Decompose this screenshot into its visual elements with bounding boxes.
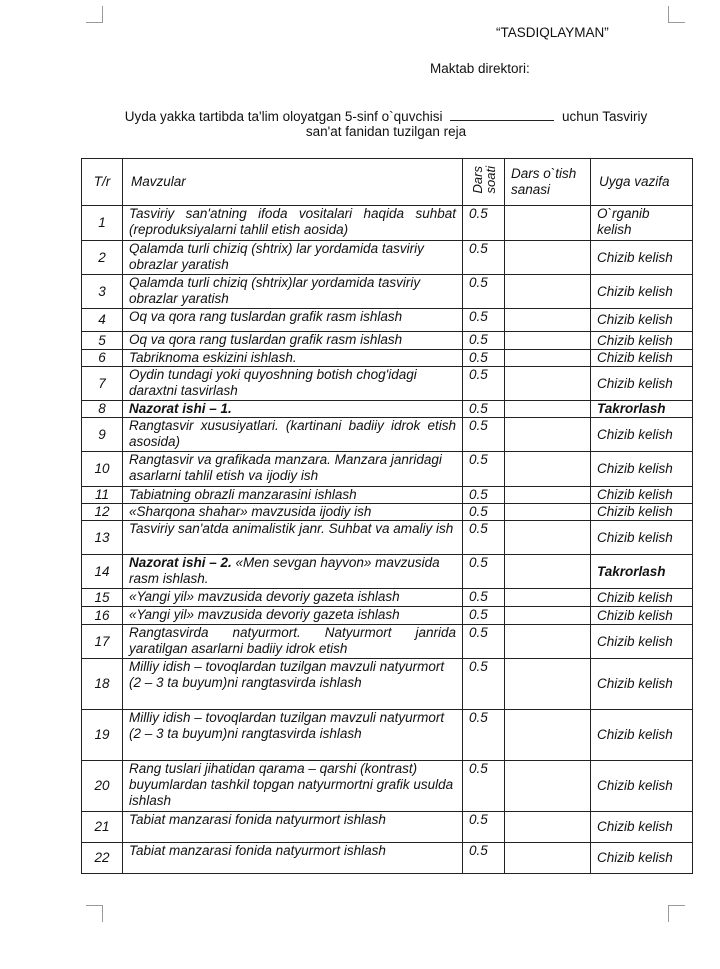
row-number: 22 (82, 843, 123, 874)
table-header-row (82, 159, 693, 206)
row-date-cell (505, 401, 591, 418)
row-topic: Qalamda turli chiziq (shtrix)lar yordamida tasviriy obrazlar yaratish (123, 275, 463, 309)
row-number: 14 (82, 555, 123, 589)
row-number: 13 (82, 521, 123, 555)
row-number: 11 (82, 487, 123, 504)
row-date-cell (505, 418, 591, 452)
row-topic (123, 555, 463, 589)
row-date-cell (505, 761, 591, 812)
row-hours: 0.5 (463, 504, 505, 521)
row-number: 7 (82, 367, 123, 401)
row-number: 1 (82, 206, 123, 241)
row-hours: 0.5 (463, 710, 505, 761)
row-number: 6 (82, 350, 123, 367)
row-date-cell (505, 625, 591, 659)
crop-mark-bottom-left (86, 905, 103, 922)
table-row (82, 812, 693, 843)
crop-mark-top-left (86, 6, 103, 23)
row-homework: Chizib kelish (591, 589, 693, 607)
row-topic: Rangtasvir va grafikada manzara. Manzara janridagi asarlarni tahlil etish va ijodiy ish (123, 452, 463, 487)
lesson-plan-table (81, 158, 693, 874)
row-homework: Chizib kelish (591, 487, 693, 504)
row-date-cell (505, 452, 591, 487)
row-topic-bold: Nazorat ishi – 2. (129, 555, 232, 570)
row-hours: 0.5 (463, 812, 505, 843)
row-homework: Chizib kelish (591, 625, 693, 659)
row-homework: Chizib kelish (591, 452, 693, 487)
row-topic: «Yangi yil» mavzusida devoriy gazeta ishlash (123, 589, 463, 607)
row-hours: 0.5 (463, 350, 505, 367)
row-hours: 0.5 (463, 452, 505, 487)
row-number: 17 (82, 625, 123, 659)
row-homework: Chizib kelish (591, 710, 693, 761)
row-hours: 0.5 (463, 521, 505, 555)
row-homework: Chizib kelish (591, 350, 693, 367)
row-hours: 0.5 (463, 275, 505, 309)
row-date-cell (505, 241, 591, 275)
row-hours: 0.5 (463, 555, 505, 589)
row-topic: «Yangi yil» mavzusida devoriy gazeta ishlash (123, 607, 463, 625)
row-number: 10 (82, 452, 123, 487)
row-topic: Rangtasvir xususiyatlari. (kartinani badiiy idrok etish asosida) (123, 418, 463, 452)
row-topic: Rang tuslari jihatidan qarama – qarshi (kontrast) buyumlardan tashkil topgan natyurmortni grafik usulda ishlash (123, 761, 463, 812)
table-row (82, 350, 693, 367)
row-date-cell (505, 367, 591, 401)
row-hours: 0.5 (463, 418, 505, 452)
table-row (82, 555, 693, 589)
row-date-cell (505, 504, 591, 521)
row-homework: Chizib kelish (591, 504, 693, 521)
row-homework: Chizib kelish (591, 367, 693, 401)
table-row (82, 275, 693, 309)
row-number: 15 (82, 589, 123, 607)
header-homework: Uyga vazifa (591, 159, 693, 206)
table-row (82, 710, 693, 761)
row-number: 20 (82, 761, 123, 812)
table-row (82, 332, 693, 350)
row-number: 2 (82, 241, 123, 275)
row-homework: Chizib kelish (591, 812, 693, 843)
row-topic: Tasviriy san'atda animalistik janr. Suhbat va amaliy ish (123, 521, 463, 555)
row-hours: 0.5 (463, 332, 505, 350)
header-hours (463, 159, 505, 206)
table-row (82, 589, 693, 607)
row-hours: 0.5 (463, 241, 505, 275)
row-homework: Takrorlash (591, 555, 693, 589)
header-date: Dars o`tish sanasi (505, 159, 591, 206)
row-homework: Chizib kelish (591, 241, 693, 275)
row-topic-text: «Men sevgan hayvon» mavzusida rasm ishlash. (129, 555, 440, 586)
row-date-cell (505, 589, 591, 607)
row-hours: 0.5 (463, 206, 505, 241)
table-row (82, 521, 693, 555)
table-row (82, 843, 693, 874)
row-hours: 0.5 (463, 843, 505, 874)
document-heading (96, 109, 676, 139)
table-row (82, 452, 693, 487)
row-number: 19 (82, 710, 123, 761)
row-homework: Chizib kelish (591, 521, 693, 555)
approval-stamp-text: “TASDIQLAYMAN” (496, 25, 609, 40)
row-homework: Chizib kelish (591, 309, 693, 332)
header-number: T/r (82, 159, 123, 206)
row-date-cell (505, 332, 591, 350)
row-homework: Chizib kelish (591, 275, 693, 309)
row-homework: O`rganib kelish (591, 206, 693, 241)
row-topic: Tabriknoma eskizini ishlash. (123, 350, 463, 367)
row-number: 16 (82, 607, 123, 625)
row-number: 21 (82, 812, 123, 843)
heading-part2: uchun Tasviriy (561, 109, 648, 124)
row-date-cell (505, 607, 591, 625)
table-row (82, 625, 693, 659)
table-row (82, 401, 693, 418)
table-row (82, 367, 693, 401)
row-date-cell (505, 487, 591, 504)
row-hours: 0.5 (463, 401, 505, 418)
row-number: 12 (82, 504, 123, 521)
row-homework: Takrorlash (591, 401, 693, 418)
table-row (82, 487, 693, 504)
row-number: 9 (82, 418, 123, 452)
row-date-cell (505, 843, 591, 874)
row-number: 8 (82, 401, 123, 418)
director-label: Maktab direktori: (430, 61, 530, 76)
row-number: 18 (82, 659, 123, 710)
row-homework: Chizib kelish (591, 843, 693, 874)
row-topic: «Sharqona shahar» mavzusida ijodiy ish (123, 504, 463, 521)
table-row (82, 504, 693, 521)
table-row (82, 607, 693, 625)
row-homework: Chizib kelish (591, 418, 693, 452)
row-topic: Tabiat manzarasi fonida natyurmort ishlash (123, 843, 463, 874)
row-hours: 0.5 (463, 625, 505, 659)
row-date-cell (505, 275, 591, 309)
header-hours-text: Dars soati (469, 166, 498, 194)
row-topic: Nazorat ishi – 1. (123, 401, 463, 418)
row-topic: Milliy idish – tovoqlardan tuzilgan mavzuli natyurmort (2 – 3 ta buyum)ni rangtasvirda ishlash (123, 710, 463, 761)
row-topic: Tabiat manzarasi fonida natyurmort ishlash (123, 812, 463, 843)
crop-mark-top-right (668, 6, 685, 23)
row-hours: 0.5 (463, 589, 505, 607)
row-topic: Qalamda turli chiziq (shtrix) lar yordamida tasviriy obrazlar yaratish (123, 241, 463, 275)
row-topic: Milliy idish – tovoqlardan tuzilgan mavzuli natyurmort (2 – 3 ta buyum)ni rangtasvirda ishlash (123, 659, 463, 710)
heading-line2: san'at fanidan tuzilgan reja (305, 124, 467, 139)
row-date-cell (505, 350, 591, 367)
row-number: 4 (82, 309, 123, 332)
table-row (82, 241, 693, 275)
row-homework: Chizib kelish (591, 659, 693, 710)
row-hours: 0.5 (463, 607, 505, 625)
row-hours: 0.5 (463, 761, 505, 812)
row-homework: Chizib kelish (591, 607, 693, 625)
row-homework: Chizib kelish (591, 761, 693, 812)
table-body (82, 206, 693, 874)
row-date-cell (505, 659, 591, 710)
row-hours: 0.5 (463, 367, 505, 401)
row-hours: 0.5 (463, 309, 505, 332)
row-topic: Oydin tundagi yoki quyoshning botish chog'idagi daraxtni tasvirlash (123, 367, 463, 401)
row-number: 5 (82, 332, 123, 350)
row-date-cell (505, 710, 591, 761)
table-row (82, 309, 693, 332)
row-date-cell (505, 521, 591, 555)
table-row (82, 761, 693, 812)
table-row (82, 659, 693, 710)
heading-part1: Uyda yakka tartibda ta'lim oloyatgan 5-sinf o`quvchisi (124, 109, 443, 124)
row-hours: 0.5 (463, 659, 505, 710)
row-topic: Rangtasvirda natyurmort. Natyurmort janrida yaratilgan asarlarni badiiy idrok etish (123, 625, 463, 659)
header-topics: Mavzular (123, 159, 463, 206)
row-number: 3 (82, 275, 123, 309)
student-name-blank (450, 109, 554, 121)
row-hours: 0.5 (463, 487, 505, 504)
row-date-cell (505, 555, 591, 589)
row-topic: Oq va qora rang tuslardan grafik rasm ishlash (123, 309, 463, 332)
row-date-cell (505, 309, 591, 332)
table-row (82, 418, 693, 452)
table-row (82, 206, 693, 241)
row-date-cell (505, 206, 591, 241)
row-homework: Chizib kelish (591, 332, 693, 350)
row-topic: Tabiatning obrazli manzarasini ishlash (123, 487, 463, 504)
row-topic: Oq va qora rang tuslardan grafik rasm ishlash (123, 332, 463, 350)
row-topic: Tasviriy san'atning ifoda vositalari haqida suhbat (reproduksiyalarni tahlil etish aosida) (123, 206, 463, 241)
crop-mark-bottom-right (668, 905, 685, 922)
row-date-cell (505, 812, 591, 843)
